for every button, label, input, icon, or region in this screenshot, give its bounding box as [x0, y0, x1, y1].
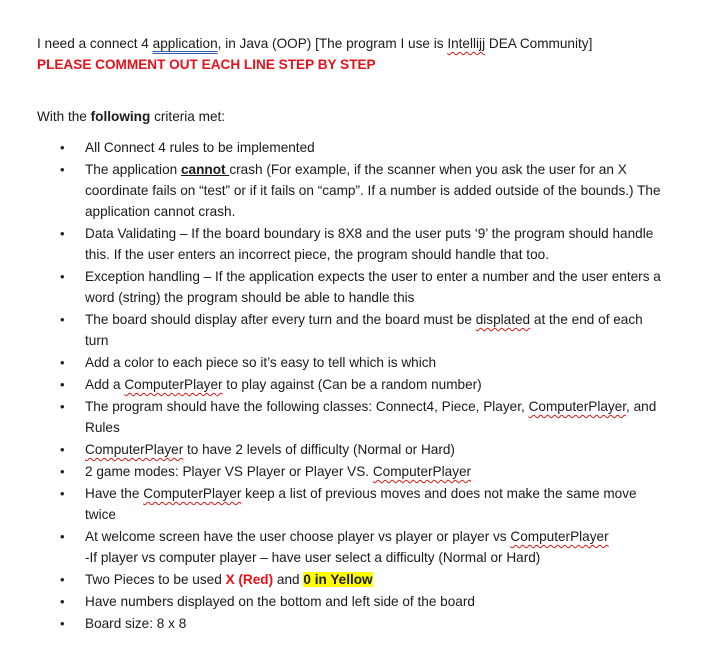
item-text: Exception handling – If the application expects the user to enter a number and the user enters a word (string) the program should be able to handle this: [85, 269, 661, 305]
request-text-mid: , in Java (OOP) [The program I use is: [217, 36, 448, 51]
request-text-post: DEA Community]: [485, 36, 593, 51]
item-text-post: keep a list of previous moves and does not make the same move twice: [85, 486, 637, 522]
intro-pre: With the: [37, 109, 91, 124]
item-text-pre: The board should display after every turn and the board must be: [85, 312, 476, 327]
bullet-icon: •: [60, 616, 65, 631]
criteria-intro: [37, 107, 677, 127]
item-subline: -If player vs computer player – have user select a difficulty (Normal or Hard): [85, 550, 541, 565]
bullet-icon: •: [60, 486, 65, 501]
bullet-icon: •: [60, 594, 65, 609]
bullet-icon: •: [60, 269, 65, 284]
bullet-icon: •: [60, 140, 65, 155]
item-text-pre: Add a: [85, 377, 125, 392]
blank-line: [37, 75, 677, 107]
item-text-pre: The program should have the following classes: Connect4, Piece, Player,: [85, 399, 529, 414]
list-item: [37, 374, 665, 395]
item-text-pre: Have the: [85, 486, 144, 501]
computerplayer-word: ComputerPlayer: [85, 442, 184, 457]
misspelled-word: displated: [475, 312, 531, 327]
bullet-icon: •: [60, 226, 65, 241]
item-text: All Connect 4 rules to be implemented: [85, 140, 315, 155]
item-text-pre: At welcome screen have the user choose player vs player or player vs: [85, 529, 511, 544]
document-page: [37, 34, 677, 635]
list-item: [37, 309, 665, 351]
list-item: [37, 526, 665, 568]
red-piece-label: X (Red): [225, 572, 274, 587]
bullet-icon: •: [60, 529, 65, 544]
list-item: [37, 591, 665, 612]
item-text: Board size: 8 x 8: [85, 616, 187, 631]
item-text-post: , and Rules: [85, 399, 657, 435]
list-item: [37, 613, 665, 634]
list-item: [37, 439, 665, 460]
computerplayer-word: ComputerPlayer: [528, 399, 627, 414]
bullet-icon: •: [60, 377, 65, 392]
list-item: [37, 223, 665, 265]
item-text-pre: 2 game modes: Player VS Player or Player VS.: [85, 464, 373, 479]
bullet-icon: •: [60, 399, 65, 414]
bullet-icon: •: [60, 312, 65, 327]
computerplayer-word: ComputerPlayer: [124, 377, 223, 392]
list-item: [37, 396, 665, 438]
item-text-post: to have 2 levels of difficulty (Normal or Hard): [183, 442, 455, 457]
item-text-mid: and: [273, 572, 304, 587]
item-text: Add a color to each piece so it’s easy to tell which is which: [85, 355, 437, 370]
bullet-icon: •: [60, 162, 65, 177]
application-word: application: [152, 36, 218, 51]
criteria-list: [37, 137, 677, 634]
bullet-icon: •: [60, 572, 65, 587]
item-text-post: at the end of each turn: [85, 312, 643, 348]
intro-bold: following: [90, 109, 151, 124]
item-text-post: to play against (Can be a random number): [222, 377, 482, 392]
comment-heading: PLEASE COMMENT OUT EACH LINE STEP BY STEP: [37, 57, 376, 72]
item-text-pre: The application: [85, 162, 181, 177]
item-text: Data Validating – If the board boundary is 8X8 and the user puts ‘9’ the program should handle this. If the user enters an incorrect piece, the program should handle that too.: [85, 226, 654, 262]
computerplayer-word: ComputerPlayer: [143, 486, 242, 501]
list-item: [37, 159, 665, 222]
computerplayer-word: ComputerPlayer: [510, 529, 609, 544]
item-text-pre: Two Pieces to be used: [85, 572, 226, 587]
list-item: [37, 569, 665, 590]
intro-post: criteria met:: [150, 109, 226, 124]
item-text-post: crash (For example, if the scanner when you ask the user for an X coordinate fails on “test” or if it fails on “camp”. If a number is added outside of the bounds.) The application cannot crash.: [85, 162, 661, 219]
bullet-icon: •: [60, 442, 65, 457]
intellij-word: Intellijj: [447, 36, 486, 51]
yellow-piece-label: 0 in Yellow: [303, 572, 373, 587]
item-text: Have numbers displayed on the bottom and left side of the board: [85, 594, 475, 609]
list-item: [37, 137, 665, 158]
list-item: [37, 266, 665, 308]
list-item: [37, 461, 665, 482]
computerplayer-word: ComputerPlayer: [372, 464, 472, 479]
bullet-icon: •: [60, 355, 65, 370]
request-text-pre: I need a connect 4: [37, 36, 153, 51]
list-item: [37, 352, 665, 373]
request-line: [37, 34, 677, 54]
cannot-bold: cannot: [180, 162, 230, 177]
list-item: [37, 483, 665, 525]
bullet-icon: •: [60, 464, 65, 479]
